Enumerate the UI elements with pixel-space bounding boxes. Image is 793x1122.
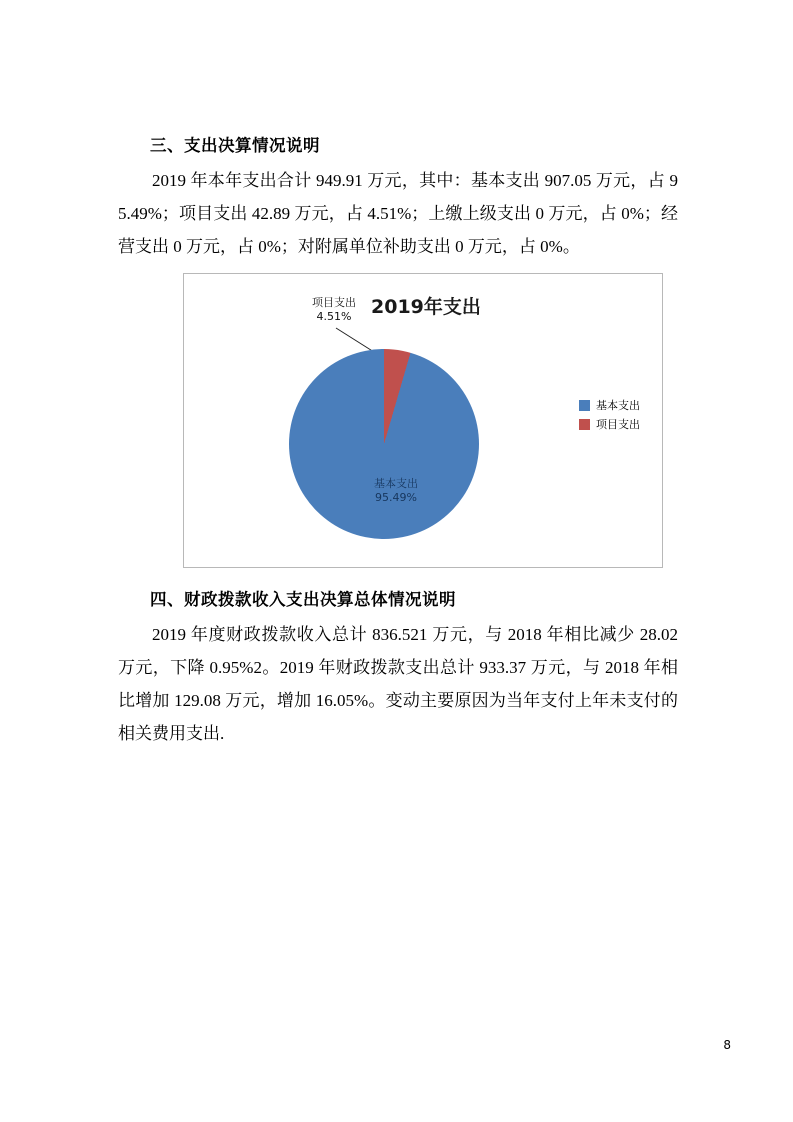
page-number: 8 [723,1038,731,1052]
expenditure-pie-chart [183,273,663,568]
chart-callout-label [294,296,374,324]
legend-item-basic [579,396,640,415]
legend-swatch-basic [579,400,590,411]
section-paragraph-four: 2019 年度财政拨款收入总计 836.521 万元，与 2018 年相比减少 28.02 万元，下降 0.95%2。2019 年财政拨款支出总计 933.37 万元，与 2018 年相比增加 129.08 万元，增加 16.05%。变动主要原因为当年支付上年未支付的相关费用支出. [118,625,678,743]
section-paragraph-three: 2019 年本年支出合计 949.91 万元，其中：基本支出 907.05 万元，占 95.49%；项目支出 42.89 万元，占 4.51%；上缴上级支出 0 万元，占 0%；经营支出 0 万元，占 0%；对附属单位补助支出 0 万元，占 0%。 [118,171,678,256]
page-content [118,132,678,750]
legend-label-project: 项目支出 [596,418,640,431]
legend-item-project [579,415,640,434]
pie-graphic [289,349,479,539]
chart-title: 2019年支出 [371,296,481,318]
section-heading-three: 三、支出决算情况说明 [150,136,320,155]
chart-legend [579,396,640,434]
pie-slices [289,349,479,539]
section-heading-four: 四、财政拨款收入支出决算总体情况说明 [150,590,456,609]
legend-label-basic: 基本支出 [596,399,640,412]
inner-label-value: 95.49% [375,491,417,504]
pie-inner-label [351,477,441,505]
legend-swatch-project [579,419,590,430]
inner-label-category: 基本支出 [374,477,418,490]
callout-value: 4.51% [316,310,352,323]
callout-category: 项目支出 [312,296,356,309]
